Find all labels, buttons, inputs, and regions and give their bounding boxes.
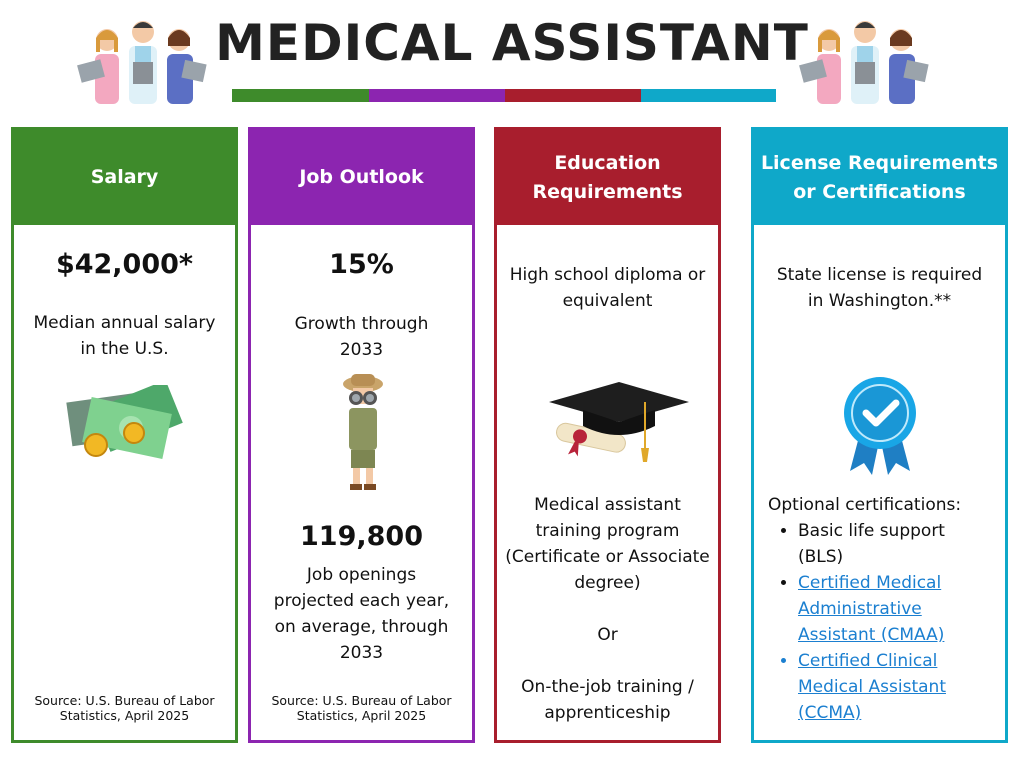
openings-desc-line: projected each year, — [273, 591, 450, 611]
education-req-line: equivalent — [562, 291, 653, 311]
cert-link-ccma[interactable] — [798, 648, 1008, 726]
growth-desc-line: 2033 — [339, 340, 384, 360]
color-stripe-purple — [369, 89, 505, 102]
salary-desc-line: in the U.S. — [80, 339, 169, 359]
color-stripe-red — [505, 89, 641, 102]
optional-certs-label: Optional certifications: — [768, 495, 962, 515]
education-requirement-1 — [497, 262, 718, 314]
education-req-line: training program — [535, 521, 680, 541]
openings-value: 119,800 — [300, 521, 423, 552]
cert-link-line[interactable]: Assistant (CMAA) — [798, 625, 945, 645]
cert-line: • Basic life support — [798, 521, 945, 541]
license-req-line: in Washington.** — [807, 291, 952, 311]
cert-link-line[interactable]: • Certified Clinical — [798, 651, 938, 671]
graduation-cap-icon — [547, 380, 692, 474]
cert-link-line[interactable]: (CCMA) — [798, 703, 862, 723]
openings-desc-line: 2033 — [339, 643, 384, 663]
color-stripe-teal — [641, 89, 776, 102]
certs-list-wrap — [768, 518, 1008, 726]
cert-link-line[interactable]: • Certified Medical — [798, 573, 942, 593]
growth-desc-line: Growth through — [294, 314, 429, 334]
license-heading-line: License Requirements — [760, 151, 999, 174]
cert-link-line[interactable]: Medical Assistant — [798, 677, 946, 697]
explorer-binoculars-icon — [339, 370, 387, 502]
page-title: MEDICAL ASSISTANT — [215, 14, 809, 72]
cert-item-ccma[interactable] — [798, 648, 1008, 726]
source-line: Statistics, April 2025 — [296, 708, 427, 723]
growth-value: 15% — [329, 249, 394, 280]
salary-heading — [14, 130, 235, 225]
license-card — [751, 127, 1008, 743]
education-req-line: High school diploma or — [509, 265, 706, 285]
education-heading — [497, 130, 718, 225]
salary-source — [14, 693, 235, 723]
openings-desc-line: Job openings — [306, 565, 417, 585]
cert-item-cmaa[interactable] — [798, 570, 1008, 648]
salary-value: $42,000* — [55, 249, 194, 280]
education-heading-line: Requirements — [532, 180, 683, 203]
cert-line: (BLS) — [798, 547, 844, 567]
education-or: Or — [597, 625, 618, 645]
education-req-line: On-the-job training / — [521, 677, 694, 697]
growth-description — [251, 311, 472, 363]
education-req-line: Medical assistant — [534, 495, 681, 515]
money-icon — [64, 385, 189, 469]
cert-link-line[interactable]: Administrative — [798, 599, 922, 619]
license-req-line: State license is required — [776, 265, 983, 285]
job-outlook-card — [248, 127, 475, 743]
education-card — [494, 127, 721, 743]
certs-list — [768, 518, 1008, 726]
license-heading — [754, 130, 1005, 225]
source-line: Source: U.S. Bureau of Labor — [34, 693, 215, 708]
salary-card — [11, 127, 238, 743]
education-requirement-3 — [497, 674, 718, 726]
source-line: Statistics, April 2025 — [59, 708, 190, 723]
outlook-source — [251, 693, 472, 723]
openings-desc-line: on average, through — [274, 617, 449, 637]
license-requirement — [754, 262, 1005, 314]
education-req-line: degree) — [574, 573, 641, 593]
education-req-line: (Certificate or Associate — [505, 547, 710, 567]
cert-item-bls — [798, 518, 1008, 570]
salary-heading-text: Salary — [90, 166, 159, 188]
source-line: Source: U.S. Bureau of Labor — [271, 693, 452, 708]
color-stripe-green — [232, 89, 369, 102]
salary-description — [14, 310, 235, 362]
education-req-line: apprenticeship — [544, 703, 671, 723]
education-requirement-2 — [497, 492, 718, 596]
cert-link-cmaa[interactable] — [798, 570, 1008, 648]
job-outlook-heading-text: Job Outlook — [299, 166, 424, 188]
education-heading-line: Education — [554, 151, 661, 174]
openings-description — [251, 562, 472, 666]
job-outlook-heading — [251, 130, 472, 225]
certified-badge-icon — [842, 375, 918, 479]
salary-desc-line: Median annual salary — [33, 313, 216, 333]
license-heading-line: or Certifications — [793, 180, 966, 203]
